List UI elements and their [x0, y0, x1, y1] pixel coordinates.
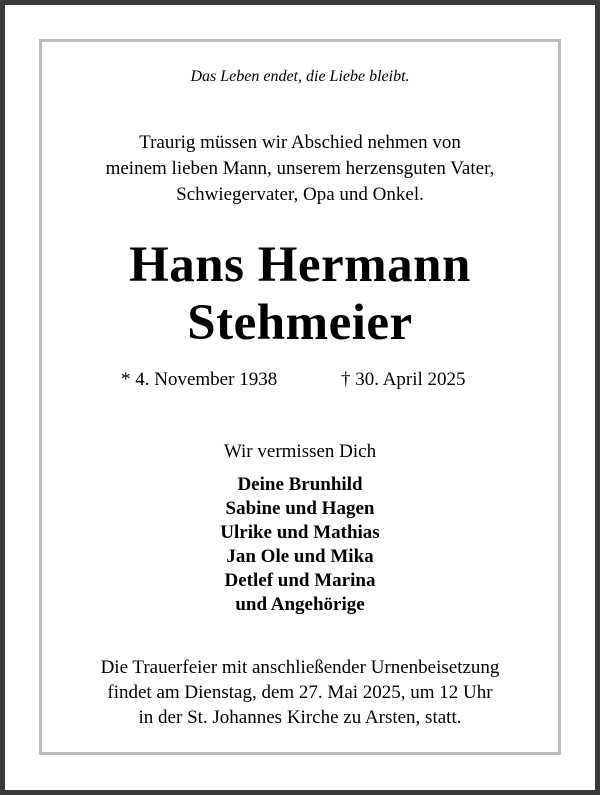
intro-line: Schwiegervater, Opa und Onkel.	[176, 184, 424, 205]
family-member: Ulrike und Mathias	[220, 522, 380, 543]
surname: Stehmeier	[187, 295, 413, 351]
birth-date: * 4. November 1938	[121, 369, 278, 390]
deceased-name	[0, 236, 600, 352]
missing-text: Wir vermissen Dich	[223, 441, 377, 462]
intro-line: Traurig müssen wir Abschied nehmen von	[139, 132, 461, 153]
service-line: Die Trauerfeier mit anschließender Urnenbeisetzung	[100, 657, 500, 678]
family-member: Detlef und Marina	[224, 570, 376, 591]
motto: Das Leben endet, die Liebe bleibt.	[190, 68, 410, 85]
family-member: Sabine und Hagen	[225, 498, 375, 519]
family-member: Deine Brunhild	[237, 474, 363, 495]
family-list	[0, 473, 600, 617]
intro-text	[0, 130, 600, 208]
death-date: † 30. April 2025	[341, 369, 466, 390]
family-member: und Angehörige	[235, 594, 365, 615]
first-names: Hans Hermann	[129, 237, 471, 293]
service-info	[0, 655, 600, 730]
intro-line: meinem lieben Mann, unserem herzensguten Vater,	[105, 158, 495, 179]
family-member: Jan Ole und Mika	[226, 546, 374, 567]
service-line: in der St. Johannes Kirche zu Arsten, statt.	[138, 707, 462, 728]
service-line: findet am Dienstag, dem 27. Mai 2025, um 12 Uhr	[107, 682, 493, 703]
